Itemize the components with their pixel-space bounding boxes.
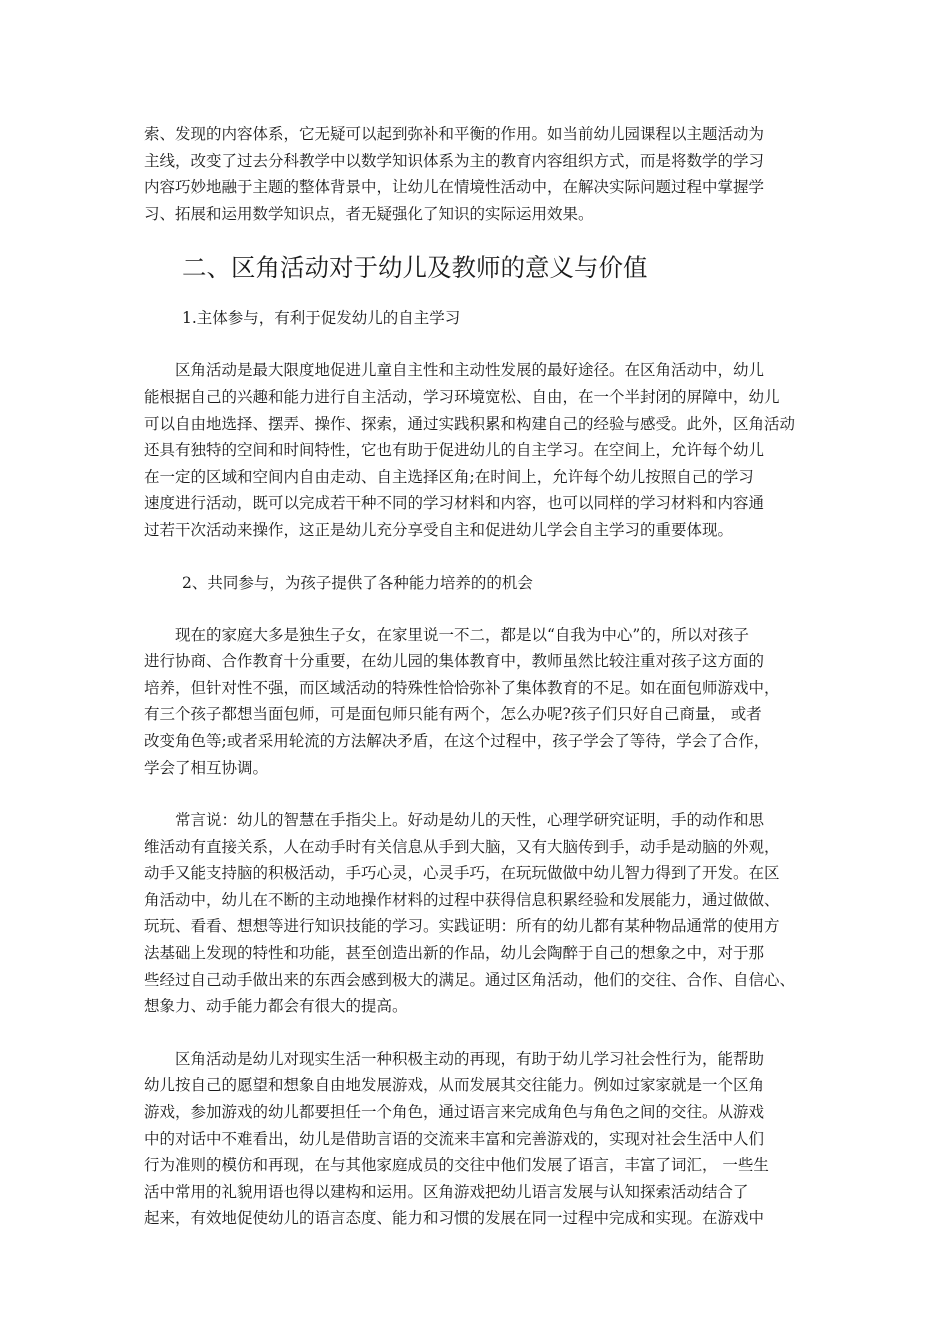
paragraph-4 bbox=[144, 1046, 814, 1232]
text-line: 索、发现的内容体系，它无疑可以起到弥补和平衡的作用。如当前幼儿园课程以主题活动为 bbox=[144, 125, 765, 143]
text-line: 还具有独特的空间和时间特性，它也有助于促进幼儿的自主学习。在空间上，允许每个幼儿 bbox=[144, 441, 765, 460]
text-line: 主线，改变了过去分科教学中以数学知识体系为主的教育内容组织方式，而是将数学的学习 bbox=[144, 151, 765, 170]
intro-paragraph bbox=[144, 121, 814, 227]
text-line: 学会了相互协调。 bbox=[144, 758, 269, 777]
section-heading: 二、区角活动对于幼儿及教师的意义与价值 bbox=[182, 253, 648, 283]
text-line: 游戏，参加游戏的幼儿都要担任一个角色，通过语言来完成角色与角色之间的交往。从游戏 bbox=[144, 1103, 765, 1122]
text-line: 改变角色等;或者采用轮流的方法解决矛盾，在这个过程中，孩子学会了等待，学会了合作， bbox=[144, 731, 770, 750]
text-line: 能根据自己的兴趣和能力进行自主活动，学习环境宽松、自由，在一个半封闭的屏障中，幼儿 bbox=[144, 387, 780, 406]
subheading-2: 2、共同参与，为孩子提供了各种能力培养的的机会 bbox=[182, 573, 533, 592]
subheading-1: 1.主体参与，有利于促发幼儿的自主学习 bbox=[182, 309, 461, 328]
text-line: 有三个孩子都想当面包师，可是面包师只能有两个，怎么办呢?孩子们只好自己商量， 或者 bbox=[144, 705, 762, 724]
text-line: 法基础上发现的特性和功能，甚至创造出新的作品，幼儿会陶醉于自己的想象之中，对于那 bbox=[144, 944, 765, 963]
text-line: 可以自由地选择、摆弄、操作、探索，通过实践积累和构建自己的经验与感受。此外，区角活动 bbox=[144, 414, 796, 433]
paragraph-2 bbox=[144, 622, 814, 782]
text-line: 维活动有直接关系，人在动手时有关信息从手到大脑，又有大脑传到手，动手是动脑的外观， bbox=[144, 837, 780, 856]
text-line: 活中常用的礼貌用语也得以建构和运用。区角游戏把幼儿语言发展与认知探索活动结合了 bbox=[144, 1182, 749, 1201]
text-line: 动手又能支持脑的积极活动，手巧心灵，心灵手巧，在玩玩做做中幼儿智力得到了开发。在区 bbox=[144, 864, 780, 883]
text-line: 想象力、动手能力都会有很大的提高。 bbox=[144, 997, 408, 1016]
text-line: 玩玩、看看、想想等进行知识技能的学习。实践证明：所有的幼儿都有某种物品通常的使用方 bbox=[144, 917, 780, 936]
document-page bbox=[144, 121, 814, 1232]
text-line: 培养，但针对性不强，而区域活动的特殊性恰恰弥补了集体教育的不足。如在面包师游戏中， bbox=[144, 678, 780, 697]
text-line: 幼儿按自己的愿望和想象自由地发展游戏，从而发展其交往能力。例如过家家就是一个区角 bbox=[144, 1076, 765, 1095]
text-line: 起来，有效地促使幼儿的语言态度、能力和习惯的发展在同一过程中完成和实现。在游戏中 bbox=[144, 1209, 765, 1228]
text-line: 过若干次活动来操作，这正是幼儿充分享受自主和促进幼儿学会自主学习的重要体现。 bbox=[144, 520, 734, 539]
text-line: 常言说：幼儿的智慧在手指尖上。好动是幼儿的天性，心理学研究证明，手的动作和思 bbox=[144, 811, 765, 830]
text-line: 速度进行活动，既可以完成若干种不同的学习材料和内容，也可以同样的学习材料和内容通 bbox=[144, 494, 765, 513]
text-line: 区角活动是幼儿对现实生活一种积极主动的再现，有助于幼儿学习社会性行为，能帮助 bbox=[144, 1049, 765, 1068]
paragraph-1 bbox=[144, 357, 814, 543]
text-line: 区角活动是最大限度地促进儿童自主性和主动性发展的最好途径。在区角活动中，幼儿 bbox=[144, 361, 765, 380]
paragraph-3 bbox=[144, 807, 814, 1020]
text-line: 行为准则的模仿和再现，在与其他家庭成员的交往中他们发展了语言，丰富了词汇， 一些生 bbox=[144, 1156, 769, 1175]
text-line: 现在的家庭大多是独生子女，在家里说一不二，都是以“自我为中心”的，所以对孩子 bbox=[144, 625, 749, 644]
text-line: 中的对话中不难看出，幼儿是借助言语的交流来丰富和完善游戏的，实现对社会生活中人们 bbox=[144, 1129, 765, 1148]
text-line: 内容巧妙地融于主题的整体背景中，让幼儿在情境性活动中，在解决实际问题过程中掌握学 bbox=[144, 178, 765, 197]
text-line: 习、拓展和运用数学知识点，者无疑强化了知识的实际运用效果。 bbox=[144, 204, 594, 223]
text-line: 在一定的区域和空间内自由走动、自主选择区角;在时间上，允许每个幼儿按照自己的学习 bbox=[144, 467, 754, 486]
text-line: 进行协商、合作教育十分重要，在幼儿园的集体教育中，教师虽然比较注重对孩子这方面的 bbox=[144, 652, 765, 671]
text-line: 些经过自己动手做出来的东西会感到极大的满足。通过区角活动，他们的交往、合作、自信心、 bbox=[144, 970, 796, 989]
text-line: 角活动中，幼儿在不断的主动地操作材料的过程中获得信息积累经验和发展能力，通过做做、 bbox=[144, 890, 780, 909]
